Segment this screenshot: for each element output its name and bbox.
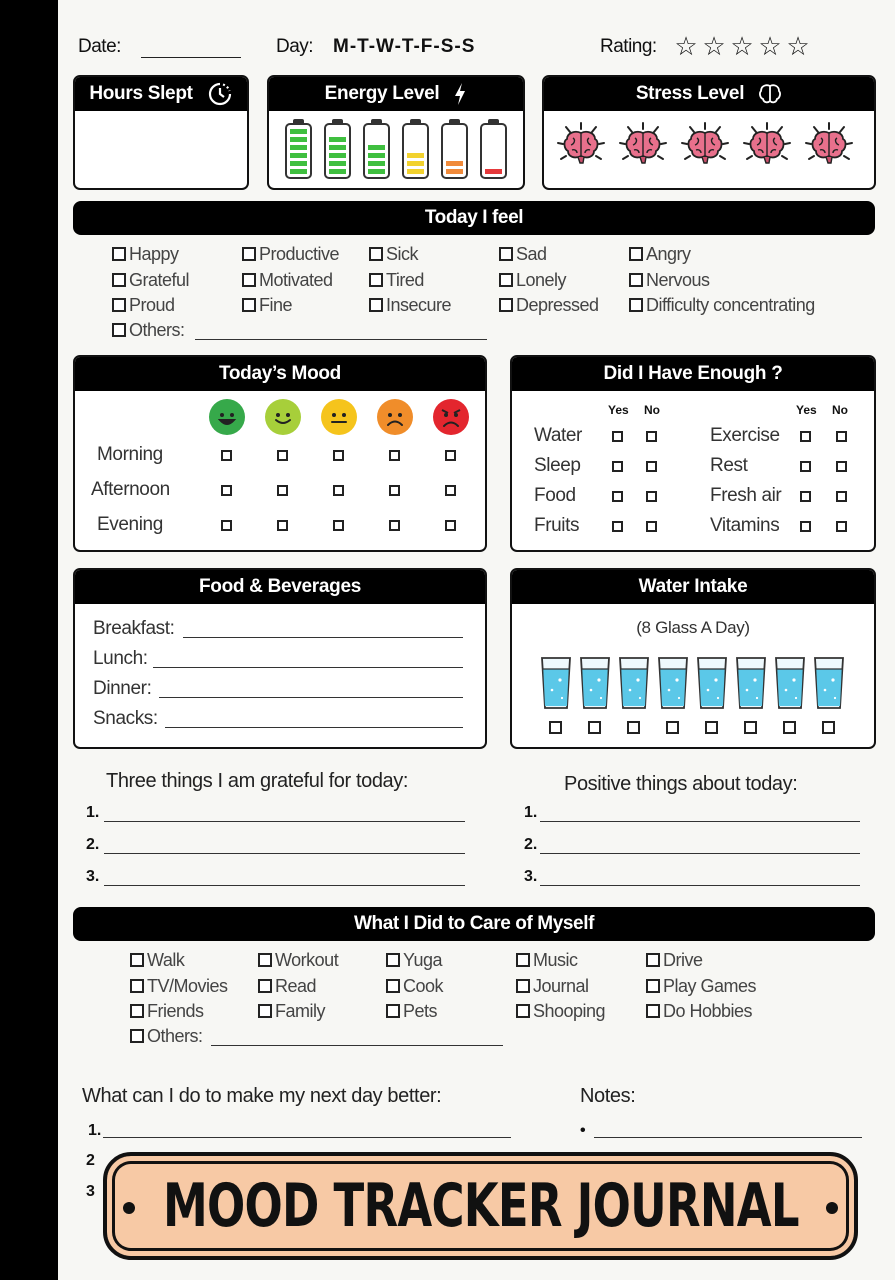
checkbox[interactable] <box>627 721 640 734</box>
no-label: No <box>644 403 660 417</box>
checkbox[interactable] <box>646 431 657 442</box>
water-subtitle: (8 Glass A Day) <box>636 618 750 637</box>
food-item-label: Snacks: <box>93 708 158 729</box>
feel-label: Proud <box>129 295 175 315</box>
water-glass-icon <box>540 656 572 710</box>
battery-segment <box>329 153 346 158</box>
day-label: Day: <box>276 36 314 57</box>
care-others-field[interactable] <box>211 1030 503 1046</box>
battery-icon <box>363 123 390 179</box>
mood-row-label: Morning <box>97 444 163 465</box>
next-day-line[interactable] <box>103 1122 511 1138</box>
next-day-number-1: 1. <box>88 1122 102 1139</box>
care-label: Do Hobbies <box>663 1001 753 1021</box>
food-entry-line[interactable] <box>159 682 463 698</box>
checkbox[interactable] <box>646 1004 660 1018</box>
feel-others-field[interactable] <box>195 324 487 340</box>
battery-segment <box>407 169 424 174</box>
care-label: Shooping <box>533 1001 606 1021</box>
battery-segment <box>407 161 424 166</box>
battery-segment <box>290 161 307 166</box>
feel-item <box>242 270 369 296</box>
checkbox[interactable] <box>646 521 657 532</box>
mood-row-label: Afternoon <box>91 479 170 500</box>
battery-segment <box>368 153 385 158</box>
battery-segment <box>446 169 463 174</box>
water-glass-icon <box>813 656 845 710</box>
feel-item <box>112 244 242 270</box>
brain-icon <box>758 83 782 105</box>
feel-label: Depressed <box>516 295 599 315</box>
checkbox[interactable] <box>369 273 383 287</box>
care-label: Play Games <box>663 975 757 996</box>
care-label: Family <box>275 1001 325 1021</box>
care-item <box>516 976 646 1002</box>
feel-item <box>629 295 839 321</box>
care-item <box>258 950 386 976</box>
checkbox[interactable] <box>386 953 400 967</box>
no-label: No <box>832 403 848 417</box>
grateful-number: 1. <box>86 804 100 821</box>
mood-face-icon <box>377 399 413 435</box>
feel-label: Motivated <box>259 269 333 290</box>
battery-icon <box>285 123 312 179</box>
checkbox[interactable] <box>242 273 256 287</box>
checkbox[interactable] <box>130 1004 144 1018</box>
checkbox[interactable] <box>499 273 513 287</box>
battery-segment <box>329 161 346 166</box>
checkbox[interactable] <box>369 247 383 261</box>
battery-segment <box>329 137 346 142</box>
checkbox[interactable] <box>800 521 811 532</box>
next-day-number-3: 3 <box>86 1183 95 1200</box>
care-item <box>130 1001 258 1027</box>
checkbox[interactable] <box>836 521 847 532</box>
feel-label: Grateful <box>129 269 190 290</box>
checkbox[interactable] <box>612 461 623 472</box>
banner-dot-right <box>826 1202 838 1214</box>
care-item <box>386 950 516 976</box>
feel-label: Tired <box>386 269 424 290</box>
feel-label: Fine <box>259 295 293 315</box>
checkbox[interactable] <box>612 431 623 442</box>
notes-title: Notes: <box>580 1085 636 1107</box>
feel-item <box>369 244 499 270</box>
hours-slept-title: Hours Slept <box>75 77 247 111</box>
food-title: Food & Beverages <box>75 570 485 604</box>
checkbox[interactable] <box>112 298 126 312</box>
checkbox[interactable] <box>612 491 623 502</box>
care-label: Drive <box>663 950 703 970</box>
checkbox[interactable] <box>646 491 657 502</box>
checkbox[interactable] <box>333 520 344 531</box>
feel-item <box>369 295 499 321</box>
battery-icon <box>441 123 468 179</box>
checkbox[interactable] <box>800 431 811 442</box>
enough-box <box>510 355 876 552</box>
checkbox[interactable] <box>516 1004 530 1018</box>
checkbox[interactable] <box>112 247 126 261</box>
checkbox[interactable] <box>386 1004 400 1018</box>
battery-icon <box>324 123 351 179</box>
care-label: Pets <box>403 1001 438 1021</box>
care-label: TV/Movies <box>147 975 228 996</box>
mood-face-icon <box>433 399 469 435</box>
checkbox[interactable] <box>800 491 811 502</box>
care-item <box>646 1001 786 1027</box>
battery-segment <box>329 169 346 174</box>
feel-label: Sad <box>516 244 547 264</box>
enough-item-label: Rest <box>710 455 748 476</box>
care-checklist <box>130 950 786 1027</box>
battery-segment <box>290 169 307 174</box>
checkbox[interactable] <box>705 721 718 734</box>
feel-item <box>499 244 629 270</box>
notes-bullet: • <box>580 1122 586 1139</box>
care-item <box>258 1001 386 1027</box>
checkbox[interactable] <box>629 298 643 312</box>
grateful-entry-line[interactable] <box>104 806 465 822</box>
feel-checklist <box>112 244 839 321</box>
enough-item-label: Fresh air <box>710 485 782 506</box>
checkbox[interactable] <box>744 721 757 734</box>
checkbox[interactable] <box>836 431 847 442</box>
checkbox[interactable] <box>445 520 456 531</box>
water-glass-icon <box>735 656 767 710</box>
food-item-label: Lunch: <box>93 648 148 669</box>
care-item <box>130 976 258 1002</box>
checkbox[interactable] <box>389 485 400 496</box>
grateful-number: 2. <box>86 836 100 853</box>
checkbox[interactable] <box>516 979 530 993</box>
feel-label: Difficulty concentrating <box>646 295 815 315</box>
todays-mood-box <box>73 355 487 552</box>
checkbox[interactable] <box>445 450 456 461</box>
checkbox[interactable] <box>612 521 623 532</box>
water-glass-icon <box>618 656 650 710</box>
rating-stars <box>672 31 812 61</box>
grateful-title: Three things I am grateful for today: <box>106 770 409 792</box>
battery-segment <box>290 145 307 150</box>
notes-line[interactable] <box>594 1122 862 1138</box>
feel-label: Productive <box>259 244 340 264</box>
water-box <box>510 568 876 749</box>
enough-item-label: Water <box>534 425 582 446</box>
feel-label: Angry <box>646 244 691 264</box>
checkbox[interactable] <box>258 979 272 993</box>
next-day-number-2: 2 <box>86 1152 95 1169</box>
hours-slept-box <box>73 75 249 190</box>
rating-star-icon[interactable]: ☆ <box>758 31 782 61</box>
positive-number: 2. <box>524 836 538 853</box>
stress-level-title: Stress Level <box>544 77 874 111</box>
rating-label: Rating: <box>600 36 657 57</box>
checkbox[interactable] <box>389 450 400 461</box>
enough-title: Did I Have Enough ? <box>512 357 874 391</box>
checkbox[interactable] <box>242 247 256 261</box>
feel-item <box>629 244 839 270</box>
checkbox[interactable] <box>445 485 456 496</box>
care-item <box>516 950 646 976</box>
rating-star-icon[interactable]: ☆ <box>786 31 810 61</box>
battery-segment <box>290 129 307 134</box>
battery-segment <box>368 161 385 166</box>
brain-icon <box>742 121 792 171</box>
rating-star-icon[interactable]: ☆ <box>730 31 754 61</box>
care-item <box>258 976 386 1002</box>
mood-face-icon <box>209 399 245 435</box>
checkbox[interactable] <box>836 491 847 502</box>
banner-title: MOOD TRACKER JOURNAL <box>162 1171 799 1241</box>
feel-item <box>112 295 242 321</box>
enough-item-label: Vitamins <box>710 515 780 536</box>
enough-item-label: Sleep <box>534 455 581 476</box>
checkbox[interactable] <box>221 520 232 531</box>
positive-title: Positive things about today: <box>564 773 798 795</box>
feel-label: Insecure <box>386 295 452 315</box>
checkbox[interactable] <box>221 450 232 461</box>
care-item <box>130 950 258 976</box>
battery-segment <box>290 137 307 142</box>
checkbox[interactable] <box>333 485 344 496</box>
energy-level-box <box>267 75 525 190</box>
checkbox[interactable] <box>277 520 288 531</box>
care-label: Journal <box>533 975 589 996</box>
mood-face-icon <box>321 399 357 435</box>
water-glass-icon <box>696 656 728 710</box>
brain-icon <box>556 121 606 171</box>
feel-label: Lonely <box>516 269 567 290</box>
checkbox[interactable] <box>783 721 796 734</box>
feel-item <box>242 244 369 270</box>
checkbox[interactable] <box>836 461 847 472</box>
checkbox[interactable] <box>333 450 344 461</box>
stress-level-box <box>542 75 876 190</box>
care-label: Cook <box>403 975 444 996</box>
feel-item <box>499 295 629 321</box>
journal-page <box>58 0 895 1280</box>
care-label: Yuga <box>403 950 443 970</box>
date-label: Date: <box>78 36 121 57</box>
feel-label: Happy <box>129 244 179 264</box>
rating-star-icon[interactable]: ☆ <box>674 31 698 61</box>
checkbox[interactable] <box>629 247 643 261</box>
feel-label: Nervous <box>646 269 710 290</box>
checkbox[interactable] <box>386 979 400 993</box>
checkbox[interactable] <box>646 461 657 472</box>
checkbox[interactable] <box>369 298 383 312</box>
checkbox[interactable] <box>112 273 126 287</box>
checkbox[interactable] <box>800 461 811 472</box>
care-label: Friends <box>147 1001 204 1021</box>
day-options[interactable]: M-T-W-T-F-S-S <box>333 36 476 57</box>
checkbox[interactable] <box>258 1004 272 1018</box>
checkbox[interactable] <box>242 298 256 312</box>
todays-mood-title: Today’s Mood <box>75 357 485 391</box>
mood-face-icon <box>265 399 301 435</box>
grateful-number: 3. <box>86 868 100 885</box>
battery-segment <box>485 169 502 174</box>
battery-segment <box>368 145 385 150</box>
feel-item <box>499 270 629 296</box>
food-item-label: Breakfast: <box>93 618 175 639</box>
water-glass-icon <box>657 656 689 710</box>
battery-segment <box>290 153 307 158</box>
enough-item-label: Exercise <box>710 425 780 446</box>
food-box <box>73 568 487 749</box>
feel-item <box>112 270 242 296</box>
food-entry-line[interactable] <box>153 652 463 668</box>
checkbox[interactable] <box>277 485 288 496</box>
checkbox[interactable] <box>130 979 144 993</box>
checkbox[interactable] <box>499 298 513 312</box>
yes-label: Yes <box>796 403 817 417</box>
care-item <box>386 1001 516 1027</box>
care-item <box>646 950 786 976</box>
checkbox[interactable] <box>277 450 288 461</box>
title-banner <box>103 1152 858 1260</box>
feel-item <box>242 295 369 321</box>
checkbox[interactable] <box>646 953 660 967</box>
battery-icon <box>480 123 507 179</box>
feel-item <box>629 270 839 296</box>
mood-row-label: Evening <box>97 514 163 535</box>
water-title: Water Intake <box>512 570 874 604</box>
food-entry-line[interactable] <box>183 622 463 638</box>
positive-entry-line[interactable] <box>540 806 860 822</box>
care-label: Walk <box>147 950 185 970</box>
care-label: Music <box>533 950 578 970</box>
battery-segment <box>407 153 424 158</box>
lightning-icon <box>453 82 467 106</box>
rating-star-icon[interactable]: ☆ <box>702 31 726 61</box>
feel-item <box>369 270 499 296</box>
checkbox[interactable] <box>130 953 144 967</box>
banner-dot-left <box>123 1202 135 1214</box>
checkbox[interactable] <box>389 520 400 531</box>
checkbox[interactable] <box>221 485 232 496</box>
battery-segment <box>329 145 346 150</box>
care-item <box>386 976 516 1002</box>
battery-segment <box>446 161 463 166</box>
positive-number: 1. <box>524 804 538 821</box>
care-others-item: Others: <box>130 1026 203 1047</box>
positive-number: 3. <box>524 868 538 885</box>
water-glass-icon <box>774 656 806 710</box>
checkbox[interactable] <box>822 721 835 734</box>
energy-level-title: Energy Level <box>269 77 523 111</box>
date-field[interactable] <box>141 38 241 58</box>
checkbox[interactable] <box>588 721 601 734</box>
care-title: What I Did to Care of Myself <box>73 907 875 941</box>
enough-item-label: Food <box>534 485 576 506</box>
care-label: Workout <box>275 950 339 970</box>
food-entry-line[interactable] <box>165 712 463 728</box>
next-day-title: What can I do to make my next day better: <box>82 1085 442 1107</box>
checkbox[interactable] <box>258 953 272 967</box>
care-item <box>646 976 786 1002</box>
care-item <box>516 1001 646 1027</box>
positive-entry-line[interactable] <box>540 870 860 886</box>
grateful-entry-line[interactable] <box>104 870 465 886</box>
checkbox[interactable] <box>646 979 660 993</box>
care-label: Read <box>275 975 317 996</box>
feel-others-item: Others: <box>112 320 185 341</box>
checkbox[interactable] <box>629 273 643 287</box>
yes-label: Yes <box>608 403 629 417</box>
feel-label: Sick <box>386 244 419 264</box>
checkbox[interactable] <box>549 721 562 734</box>
positive-entry-line[interactable] <box>540 838 860 854</box>
today-i-feel-title: Today I feel <box>73 201 875 235</box>
battery-segment <box>368 169 385 174</box>
checkbox[interactable] <box>666 721 679 734</box>
checkbox[interactable] <box>112 323 126 337</box>
checkbox[interactable] <box>516 953 530 967</box>
brain-icon <box>804 121 854 171</box>
brain-icon <box>618 121 668 171</box>
brain-icon <box>680 121 730 171</box>
water-glass-icon <box>579 656 611 710</box>
battery-icon <box>402 123 429 179</box>
checkbox[interactable] <box>130 1029 144 1043</box>
clock-icon <box>207 81 233 107</box>
enough-item-label: Fruits <box>534 515 580 536</box>
food-item-label: Dinner: <box>93 678 152 699</box>
checkbox[interactable] <box>499 247 513 261</box>
grateful-entry-line[interactable] <box>104 838 465 854</box>
